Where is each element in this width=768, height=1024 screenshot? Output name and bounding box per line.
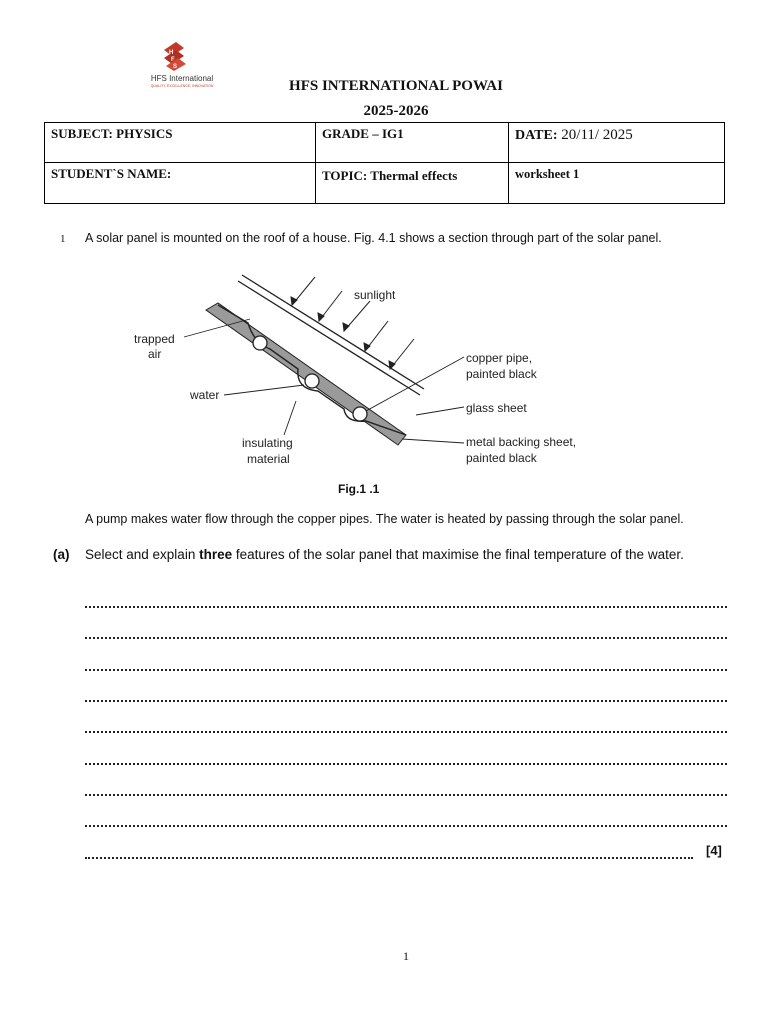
svg-text:F: F bbox=[171, 57, 175, 63]
academic-year: 2025-2026 bbox=[363, 103, 429, 119]
worksheet-cell: worksheet 1 bbox=[509, 163, 725, 204]
answer-line[interactable] bbox=[85, 637, 727, 639]
answer-line[interactable] bbox=[85, 763, 727, 765]
answer-line[interactable] bbox=[85, 700, 727, 702]
answer-line[interactable] bbox=[85, 669, 727, 671]
hfs-logo-icon bbox=[160, 40, 190, 72]
marks-indicator: [4] bbox=[706, 843, 722, 858]
figure-caption: Fig.1 .1 bbox=[338, 482, 380, 496]
label-water: water bbox=[190, 388, 220, 402]
part-a-label: (a) bbox=[53, 547, 70, 562]
copper-pipe bbox=[253, 336, 267, 350]
copper-pipe bbox=[353, 407, 367, 421]
page-number: 1 bbox=[403, 949, 409, 963]
label-trapped-air: trapped air bbox=[134, 332, 175, 361]
svg-text:H: H bbox=[169, 50, 174, 56]
label-insulating-material: insulating material bbox=[242, 436, 293, 466]
sunlight-arrows bbox=[291, 277, 414, 369]
pump-text: A pump makes water flow through the copper pipes. The water is heated by passing through the solar panel. bbox=[85, 512, 684, 526]
topic-cell: TOPIC: Thermal effects bbox=[316, 163, 509, 204]
part-a-question: Select and explain three features of the solar panel that maximise the final temperature of the water. bbox=[85, 547, 684, 562]
logo-tagline: QUALITY, EXCELLENCE, INNOVATION bbox=[150, 84, 214, 88]
answer-line[interactable] bbox=[85, 825, 727, 827]
answer-line[interactable] bbox=[85, 606, 727, 608]
student-name-cell: STUDENT`S NAME: bbox=[45, 163, 316, 204]
solar-panel-figure bbox=[120, 265, 620, 475]
answer-line[interactable] bbox=[85, 857, 693, 859]
label-copper-pipe: copper pipe, painted black bbox=[466, 351, 537, 381]
label-glass-sheet: glass sheet bbox=[466, 401, 527, 415]
answer-line[interactable] bbox=[85, 794, 727, 796]
label-sunlight: sunlight bbox=[354, 288, 396, 302]
question-intro: A solar panel is mounted on the roof of a house. Fig. 4.1 shows a section through part of the solar panel. bbox=[85, 231, 662, 245]
svg-text:S: S bbox=[173, 64, 178, 70]
date-cell: DATE: 20/11/ 2025 bbox=[509, 123, 725, 163]
subject-cell: SUBJECT: PHYSICS bbox=[45, 123, 316, 163]
answer-line[interactable] bbox=[85, 731, 727, 733]
copper-pipe bbox=[305, 374, 319, 388]
question-number: 1 bbox=[60, 233, 66, 245]
info-table bbox=[44, 122, 725, 204]
school-name: HFS INTERNATIONAL POWAI bbox=[289, 78, 503, 94]
grade-cell: GRADE – IG1 bbox=[316, 123, 509, 163]
date-value: 20/11/ 2025 bbox=[557, 127, 633, 143]
logo-text: HFS International bbox=[150, 74, 214, 83]
label-metal-backing: metal backing sheet, painted black bbox=[466, 435, 577, 465]
